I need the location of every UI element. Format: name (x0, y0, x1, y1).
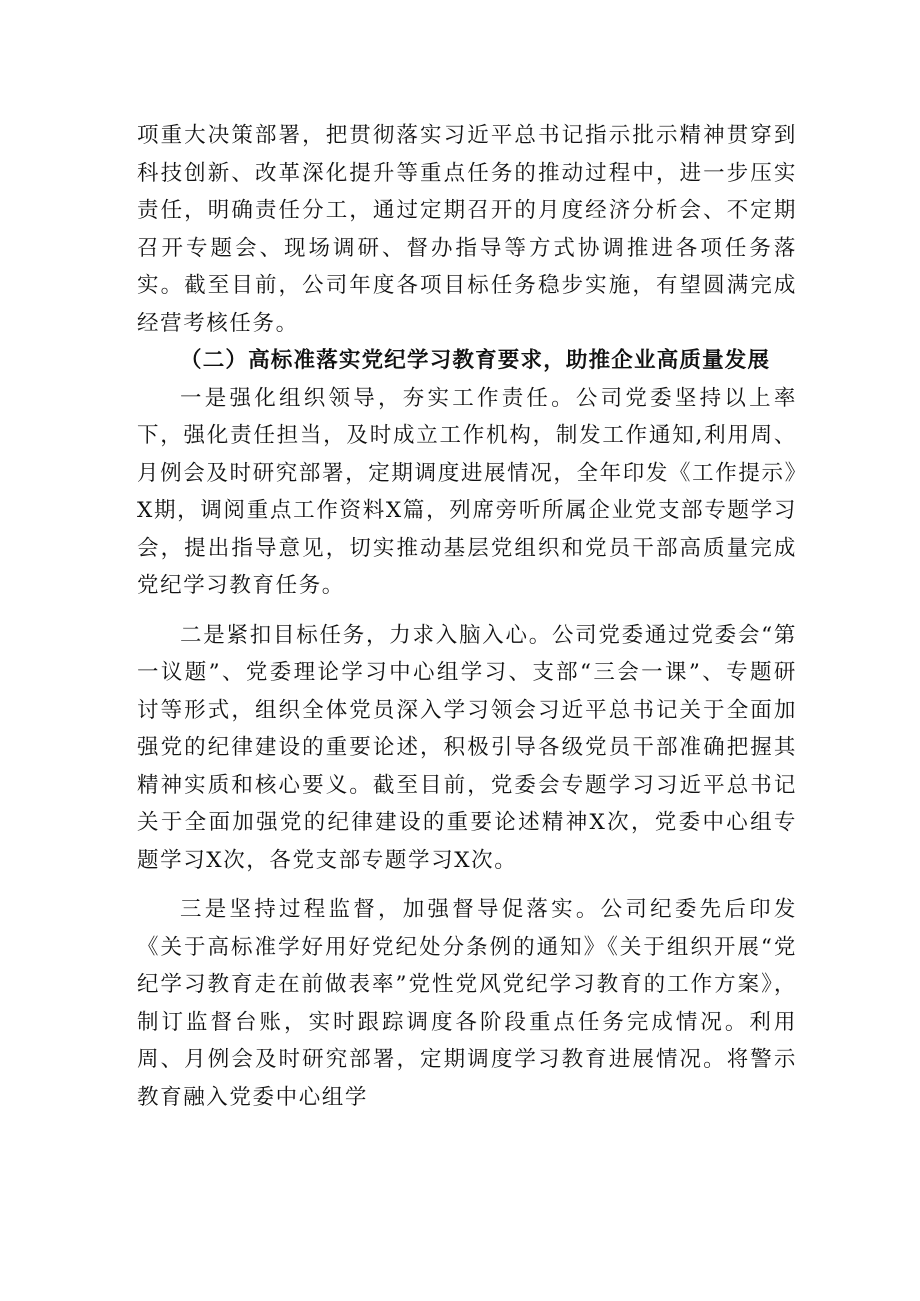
paragraph-item-one: 一是强化组织领导，夯实工作责任。公司党委坚持以上率下，强化责任担当，及时成立工作机构，制发工作通知,利用周、月例会及时研究部署，定期调度进展情况，全年印发《工作提示》X期，调阅重点工作资料X篇，列席旁听所属企业党支部专题学习会，提出指导意见，切实推动基层党组织和党员干部高质量完成党纪学习教育任务。 (137, 385, 797, 598)
document-body (137, 117, 797, 1116)
section-heading: （二）高标准落实党纪学习教育要求，助推企业高质量发展 (180, 348, 771, 373)
paragraph-continuation: 项重大决策部署，把贯彻落实习近平总书记指示批示精神贯穿到科技创新、改革深化提升等重点任务的推动过程中，进一步压实责任，明确责任分工，通过定期召开的月度经济分析会、不定期召开专题会、现场调研、督办指导等方式协调推进各项任务落实。截至目前，公司年度各项目标任务稳步实施，有望圆满完成经营考核任务。 (137, 123, 797, 336)
paragraph-item-two: 二是紧扣目标任务，力求入脑入心。公司党委通过党委会“第一议题”、党委理论学习中心组学习、支部“三会一课”、专题研讨等形式，组织全体党员深入学习领会习近平总书记关于全面加强党的纪律建设的重要论述，积极引导各级党员干部准确把握其精神实质和核心要义。截至目前，党委会专题学习习近平总书记关于全面加强党的纪律建设的重要论述精神X次，党委中心组专题学习X次，各党支部专题学习X次。 (137, 622, 797, 873)
paragraph-item-three: 三是坚持过程监督，加强督导促落实。公司纪委先后印发《关于高标准学好用好党纪处分条例的通知》《关于组织开展“党纪学习教育走在前做表率”党性党风党纪学习教育的工作方案》，制订监督台账，实时跟踪调度各阶段重点任务完成情况。利用周、月例会及时研究部署，定期调度学习教育进展情况。将警示教育融入党委中心组学 (137, 897, 797, 1110)
